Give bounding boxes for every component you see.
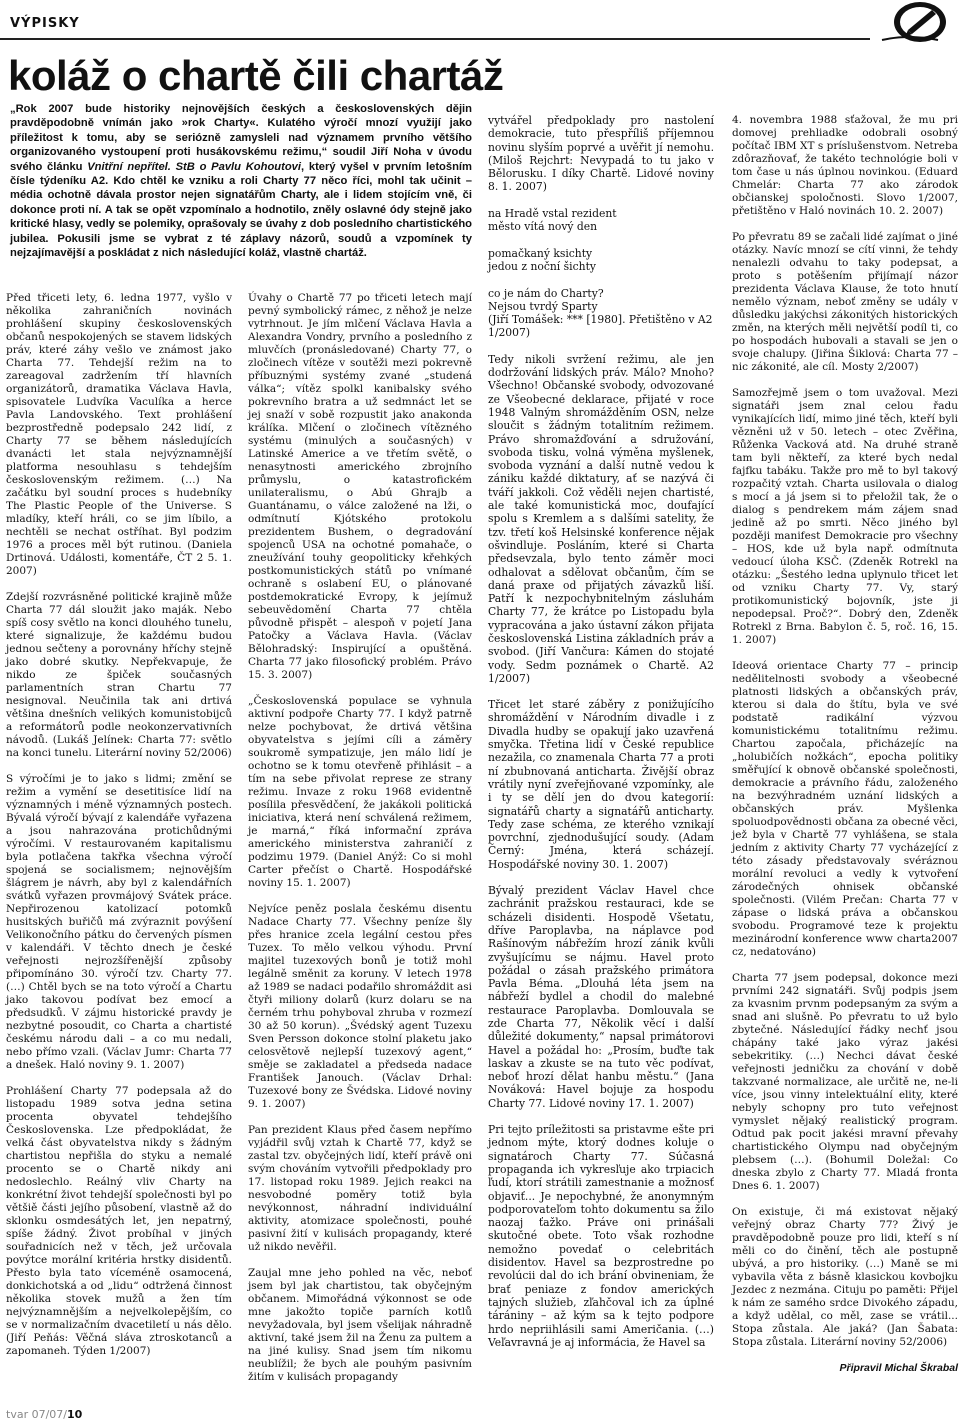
paragraph: Nejvíce peněz poslala českému disentu Nadace Charty 77. Všechny peníze šly přes hranice zcela legální cestou přes Tuzex. To mělo velkou výhodu. První majitel tuzexových bonů je totiž mohl legálně směnit za koruny. V letech 1978 až 1989 se nadaci podařilo shromáždit asi čtyři miliony dolarů (kurz dolaru se na černém trhu pohyboval zhruba v rozmezí 30 až 50 korun). „Švédský agent Tuzexu Sven Persson dokonce stolní plaketu jako celosvětově nejlepší tuzexový agent,“ směje se zakladatel a předseda nadace František Janouch. (Václav Drhal: Tuzexové bony ze Švédska. Lidové noviny 9. 1. 2007) (248, 903, 473, 1110)
header-rule (0, 38, 870, 40)
column-2 (248, 292, 472, 1397)
paragraph: Po převratu 89 se začali lidé zajímat o jiné otázky. Navíc mnozí se cítí vinni, že tehdy nenalezli odvahu to taky podepsat, a proto s potěšením přijímají názor prezidenta Václava Klause, že toto hnutí nemělo význam, neboť změny se udály v důsledku jakýchsi zákonitých historických změn, na kterých měli největší podíl ti, co po hospodách hubovali a stavali se jen o svoje chalupy. (Jiřina Šiklová: Charta 77 – nic zákonité, ale cíl. Mosty 2/2007) (732, 231, 958, 373)
section-label: VÝPISKY (10, 16, 80, 31)
paragraph: „Československá populace se vyhnula aktivní podpoře Charty 77. I když patrně nelze pochybovat, že drtivá většina obyvatelstva s jejími cíli a záměry soukromě sympatizuje, jen málo lidí je ochotno se k tomu otevřeně přihlásit – a tím na sebe přivolat represe ze strany režimu. Invaze z roku 1968 evidentně posílila přesvědčení, že jakákoli politická iniciativa, která není schválená režimem, je marná,“ říká informační zpráva amerického ministerstva zahraničí z podzimu 1979. (Daniel Anýž: Co si mohl Carter přečíst o Chartě. Hospodářské noviny 15. 1. 2007) (248, 695, 472, 889)
top-bar (0, 0, 960, 44)
paragraph: 4. novembra 1988 sťažoval, že mu pri domovej prehliadke odobrali osobný počítač IBM XT s príslušenstvom. Netreba zdôrazňovať, že takéto technológie boli v tom čase u nás úplnou novinkou. (Eduard Chmelár: Charta 77 ako zárodok občianskej spoločnosti. Slovo 1/2007, přetištěno v Haló novinách 10. 2. 2007) (732, 114, 958, 217)
article-lead (10, 102, 472, 260)
page-number: 10 (67, 1408, 83, 1421)
paragraph: Bývalý prezident Václav Havel chce zachránit pražskou restauraci, kde se scházeli disidenti. Hospodě Všetatu, dříve Paroplavba, na náplavce pod Rašínovým nábřežím hrozí zánik kvůli zvyšujícímu se nájmu. Havel proto požádal o zásah pražského primátora Pavla Béma. „Dlouhá léta jsem na nábřeží bydlel a chodil do malebné restaurace Paroplavba. Domlouvala se zde Charta 77, Několik věcí i další důležité dokumenty,“ napsal primátorovi Havel a požádal ho: „Prosím, buďte tak laskav a zkuste se na tuto věc podívat, neboť hrozí dělat hanbu městu.“ (Jana Nováková: Havel bojuje za hospodu Charty 77. Lidové noviny 17. 1. 2007) (488, 884, 714, 1110)
poem: na Hradě vstal rezident město vítá nový den pomačkaný ksichty jedou z noční šichty co je nám do Charty? Nejsou tvrdý Sparty (Jiří Tomášek: *** [1980]. Přetištěno v A2 1/2007) (488, 206, 713, 340)
paragraph: On existuje, či má existovat nějaký veřejný obraz Charty 77? Živý je pravděpodobně pouze pro lidi, kteří s ní měli co do činění, těch ale postupně ubývá, a pro historiky. (…) Maně se mi vybavila věta z básně klasickou kovbojku Jezdec z nezmána. Cituju po paměti: Přijel k nám ze samého srdce Divokého západu, a když udělal, co měl, zase se vrátil... Stopa zůstala. Ale jaká? (Jan Šabata: Stopa zůstala. Literární noviny 52/2006) (732, 1206, 958, 1348)
paragraph: Samozřejmě jsem o tom uvažoval. Mezi signatáři jsem znal celou řadu vynikajících lidí, mimo jiné těch, kteří byli vězněni už v 50. letech – otec Zvěřina, Růženka Vacková atd. Na druhé straně tam byli někteří, za které bych nedal fajfku tabáku. Takže pro mě to byl takový rozpačitý vztah. Charta usilovala o dialog s mocí a já jsem si to přeložil tak, že o dialog s pendrekem mám zájem snad jedině až po smrti. Něco jiného byl později manifest Demokracie pro všechny – HOS, kde už byla např. odmítnuta vedoucí úloha KSČ. (Zdeněk Rotrekl na otázku: „Šestého ledna uplynulo třicet let od vzniku Charty 77. Vy, starý protikomunistický bojovník, jste ji nepodepsal. Proč?“. Dobrý den, Zdeněk Rotrekl z Brna. Babylon č. 5, roč. 16, 15. 1. 2007) (732, 387, 958, 646)
column-1 (6, 292, 232, 1371)
paragraph: Pri tejto príležitosti sa pristavme ešte pri jednom mýte, ktorý dodnes koluje o signatároch Charty 77. Súčasná propaganda ich vykresľuje ako trpiacich ľudí, ktorí strátili zamestnanie a možnosť objaviť... Je nepochybné, že anonymným podporovateľom tohto dokumentu sa žilo naozaj ťažko. Práve oni prinášali skutočné obete. Toto však rozhodne nemožno povedať o celebritách disidentov. Havel sa bezprostredne po revolúcii dal do ich brání obvineniam, že brať peniaze z fondov amerických tajných služieb, zľahčoval ich za úplné tárániny – až kým sa k tejto podpore hrdo nepriihlásili sami Američania. (…) Veľavravná je aj informácia, že Havel sa (488, 1123, 714, 1349)
paragraph: Před třiceti lety, 6. ledna 1977, vyšlo v několika zahraničních novinách prohlášení skupiny československých občanů nespokojených se stavem lidských práv, které záhy vešlo ve známost jako Charta 77. Tehdejší režim na to zareagoval zadržením tří hlavních organizátorů, dramatika Václava Havla, spisovatele Ludvíka Vaculíka a herce Pavla Landovského. Text prohlášení bezprostředně podepsalo 242 lidí, z Charty 77 se během následujících dvanácti let stala nejvýznamnější platforma nesouhlasu s tehdejším československým režimem. (…) Na začátku byl soudní proces s hudebníky The Plastic People of the Universe. S mladíky, kteří hráli, co se jim líbilo, a nechtěli se nechat ostříhat. Byl podzim 1976 a proces měl být rutinou. (Daniela Drtinová. Události, komentáře, ČT 2 5. 1. 2007) (6, 292, 232, 577)
paragraph: Pan prezident Klaus před časem nepřímo vyjádřil svůj vztah k Chartě 77, když se zastal tzv. obyčejných lidí, kteří právě oni svým chováním vytvořili předpoklady pro 17. listopad roku 1989. Jejich reakci na nesvobodné poměry totiž byla nevýkonnost, náhradní individuální aktivity, atomizace společnosti, pouhé pasivní žití v kulisách propagandy, které už nikdo nevěřil. (248, 1124, 472, 1253)
paragraph: vytvářel předpoklady pro nastolení demokracie, tuto přespříliš příjemnou novinu slyším poprvé a uvěřit jí nemohu. (Miloš Rejchrt: Nevypadá to tu jako v Bělorusku. I díky Chartě. Lidové noviny 8. 1. 2007) (488, 114, 714, 194)
lead-text: „Rok 2007 bude historiky nejnovějších českých a československých dějin pravděpodobně vnímán jako »rok Charty«. Kulatého výročí mnozí využijí jako příležitost k tomu, aby se seriózně zamysleli nad významem prvního většího organizovaného vystoupení proti husákovskému režimu,“ soudil Jiří Noha v úvodu svého článku (10, 103, 472, 173)
paragraph: Charta 77 jsem podepsal, dokonce mezi prvními 242 signatáři. Svůj podpis jsem za kvasnim prvnm podepsaným za svým a snad ani slušně. Po převratu to už bylo zbytečné. Následující řádky nechť jsou chápány také jako výraz jakési sebekritiky. (…) Nechci dávat české veřejnosti jedničku za chování v době takzvané normalizace, ale určitě ne, ne-li více, jsou vinny intelektuální elity, které nebyly schopny pro tuto veřejnost vymyslet nějaký realistický program. Odtud pak pocit jakési mravní převahy chartistického Olympu nad obyčejným plebsem (…). (Bohumil Doležal: Co dneska zbylo z Charty 77. Mladá fronta Dnes 6. 1. 2007) (732, 972, 958, 1192)
paragraph: Prohlášení Charty 77 podepsala až do listopadu 1989 sotva jedna setina procenta obyvatel tehdejšího Československa. Lze předpokládat, že velká část obyvatelstva nikdy s žádným chartistou nepřišla do styku a nemalé procento se o Chartě nikdy ani nedoslechlo. Reálný vliv Charty na konkrétní život tehdejší společnosti byl po většiě části jejího působení, vlastně až do sklonku osmdesátých let, jen nepatrný, spíše žádný. Život probíhal v jiných souřadnicích než v těch, jež určovala povýtce morální kritéria hrstky disidentů. Přesto byla tato víceméně osamocená, donkichotská a od „lidu“ odtržená činnost několika stovek mužů a žen tím nejvýznamnějším a nejvelkolepějším, co se v normalizačním dvacetiletí u nás dělo. (Jiří Peňás: Věčná sláva ztroskotanců a zapomaneh. Týden 1/2007) (6, 1085, 232, 1357)
paragraph: Tedy nikoli svržení režimu, ale jen dodržování lidských práv. Málo? Mnoho? Všechno! Občanské svobody, odvozované ze Všeobecné deklarace, přijaté v roce 1948 Valným shromážděním OSN, nelze sloučit s žádným totalitním režimem. Právo shromažďování a sdružování, svoboda tisku, volná výměna myšlenek, svoboda vyznání a další nutně vedou k zániku každé diktatury, ať se nazývá či tváří jakkoli. Což věděli nejen chartisté, ale také komunistická moc, doufající spolu s Kremlem a s dalšími satelity, že tzv. třetí koš Helsinské konference nějak ošvindluje. Posláním, které si Charta předsevzala, bylo tento záměr moci odhalovat a sdělovat občanům, čím se daná praxe od přijatých závazků liší. Patří k nezpochybnitelným zásluhám Charty 77, že krátce po Listopadu byla vypracována a jako ústavní zákon přijata československá Listina základních práv a svobod. (Jiří Vančura: Kámen do stojaté vody. Sedm poznámek o Chartě. A2 1/2007) (488, 352, 714, 685)
paragraph: Zdejší rozvrásněné politické krajině může Charta 77 dál sloužit jako maják. Nebo spíš cosy světlo na konci dlouhého tunelu, které signalizuje, že každému budou jednou sečteny a porovnány hříchy stejně jako dobré skutky. Nepřekvapuje, že nikdo ze špiček současných parlamentních stran Chartu 77 nesignoval. Neučinila tak ani drtivá většina dnešních velikých komunistobijců a reformátorů podle neokonzervativních návodů. (Lukáš Jelínek: Charta 77: světlo na konci tunelu. Literární noviny 52/2006) (6, 591, 232, 759)
column-3 (488, 114, 714, 1362)
paragraph: Zaujal mne jeho pohled na věc, neboť jsem byl jak chartistou, tak obyčejným občanem. Mimořádná výkonnost se ode mne jakožto topiče parních kotlů nevyžadovala, byl jsem všelijak náhradně aktivní, také jsem žil na Ženu za pultem a na jiné kulisy. Snad jsem tím nikomu neublížil; že bych ale pouhým pasivním žitím v kulisách propagandy (248, 1267, 472, 1383)
page-footer (6, 1408, 82, 1421)
paragraph: Úvahy o Chartě 77 po třiceti letech mají pevný symbolický rámec, z něhož je nelze vytrhnout. Je jím mlčení Václava Havla a Alexandra Vondry, prvního a posledního z mluvčích (pronásledované) Charty 77, o zločinech vítěze v soutěži mezi pokrevně příbuznými systémy zvané „studená válka“; vítěz spolkl kanibalsky svého pokrevního bratra a už sedmnáct let se jej snaží v sobě rozpustit jako anakonda králíka. Mlčení o zločinech vítězného systému (minulých a současných) v Latinské Americe a ve třetím světě, o nenasytnosti amerického zbrojního průmyslu, o katastrofickém unilateralismu, o Abú Ghrajb a Guantánamu, o válce založené na lži, o odmítnutí Kjótského protokolu prezidentem Bushem, o degradování spojenců USA na ochotné pomahače, o zneužívání touhy geopoliticky křehkých postkomunistických států po vnímané ochraně s oslabení EU, o plánované postdemokratické Evropy, k jejímuž sebeuvědomění Charta 77 chtěla původně přispět – alespoň v pojetí Jana Patočky a Václava Havla. (Václav Bělohradský: Inspirující a opuštěná. Charta 77 jako filosofický problém. Právo 15. 3. 2007) (248, 292, 472, 681)
article-headline: koláž o chartě čili chartáž (8, 52, 504, 99)
author-signature: Připravil Michal Škrabal (839, 1362, 958, 1374)
lead-italic: Vnitřní nepřítel. StB o Pavlu Kohoutovi (87, 160, 302, 173)
pen-in-circle-icon (878, 0, 956, 44)
paragraph: Třicet let staré záběry z ponižujícího shromáždění v Národním divadle i z Divadla hudby se opakují jako uzavřená smyčka. Třetina lidí v České republice nezažila, co znamenala Charta 77 a proti ní zbubnovaná anticharta. Živější obraz vrátily nyní zveřejňované vzpomínky, ale i ty se dělí jen do dvou kategorií: signatářů charty a signatářů anticharty. Tedy zase schéma, ze kterého vznikají povrchní, zjednodušující soudy. (Adam Černý: Jména, která scházejí. Hospodářské noviny 30. 1. 2007) (488, 698, 714, 871)
lead-text-continued: , který vyšel v prvním letošním čísle týdeníku A2. Kdo chtěl ke vzniku a roli Charty 77 něco říci, mohl tak učinit – média ochotně dávala prostor nejen signatářům Charty, ale i lidem stojícím vně, či dokonce proti ní. A tak se opět vzpomínalo a hodnotilo, zněly oslavné ódy stejně jako kritické hlasy, vedly se polemiky, oprašovaly se úvahy z dob posledního chartistického jubilea. Pokusili jsme se vybrat z té záplavy názorů, soudů a vzpomínek ty nejzajímavější a poskládat z nich následující koláž, vlastně chartáž. (10, 160, 472, 260)
issue-label: tvar 07/07/ (6, 1408, 67, 1421)
paragraph: Ideová orientace Charty 77 – princip nedělitelnosti svobody a všeobecné platnosti lidských a občanských práv, kterou si dala do štítu, byla ve své podstatě radikální výzvou komunistickému totalitnímu režimu. Chartou započala, přicházejíc na „holubičích nožkách“, epocha politiky směřující k obnově občanské společnosti, demokracie a právního řádu, založeného na bezvýhradném uznání lidských a občanských práv. Myšlenka spoluodpovědnosti občana za obecné věci, jež byla v Chartě 77 vyhlášena, se stala jedním z aktivity Charty 77 vycházející z této zásady představovaly svéráznou morální revoluci a vedly k vytvoření zárodečných ohnisek občanské společnosti. (Vilém Prečan: Charta 77 v zápase o lidská práva a občanskou svobodu. Programové teze k projektu mezinárodní konference www charta2007 cz, nedatováno) (732, 660, 958, 958)
column-4 (732, 114, 958, 1388)
paragraph: S výročími je to jako s lidmi; změní se režim a vymění se desetitisíce lidí na významných i méně významných postech. Bývalá výročí bývají z kalendáře vyřazena a jsou nahrazována protichůdnými výročími. V restaurovaném kapitalismu byla potlačena takřka všechna výročí spojená se socialismem; nejnovějším šlágrem je návrh, aby byl z kalendářních svátků vyřazen provmájový Svátek práce. Nepřirozenou katolizací potomků husitských buřičů má zvýraznit povýšení Velikonočního pátku do červených písmen v kalendáři. V těchto dnech je české veřejnosti nejrozšířenější způsoby připomínáno 30. výročí tzv. Charty 77. (…) Chtěl bych se na toto výročí a Chartu jako takovou podívat bez emocí a předsudků. V zájmu historické pravdy je nezbytné posoudit, co Charta a chartisté českému národu dali – a co mu nedali, nebo přímo vzali. (Václav Jumr: Charta 77 a dnešek. Haló noviny 9. 1. 2007) (6, 773, 232, 1071)
